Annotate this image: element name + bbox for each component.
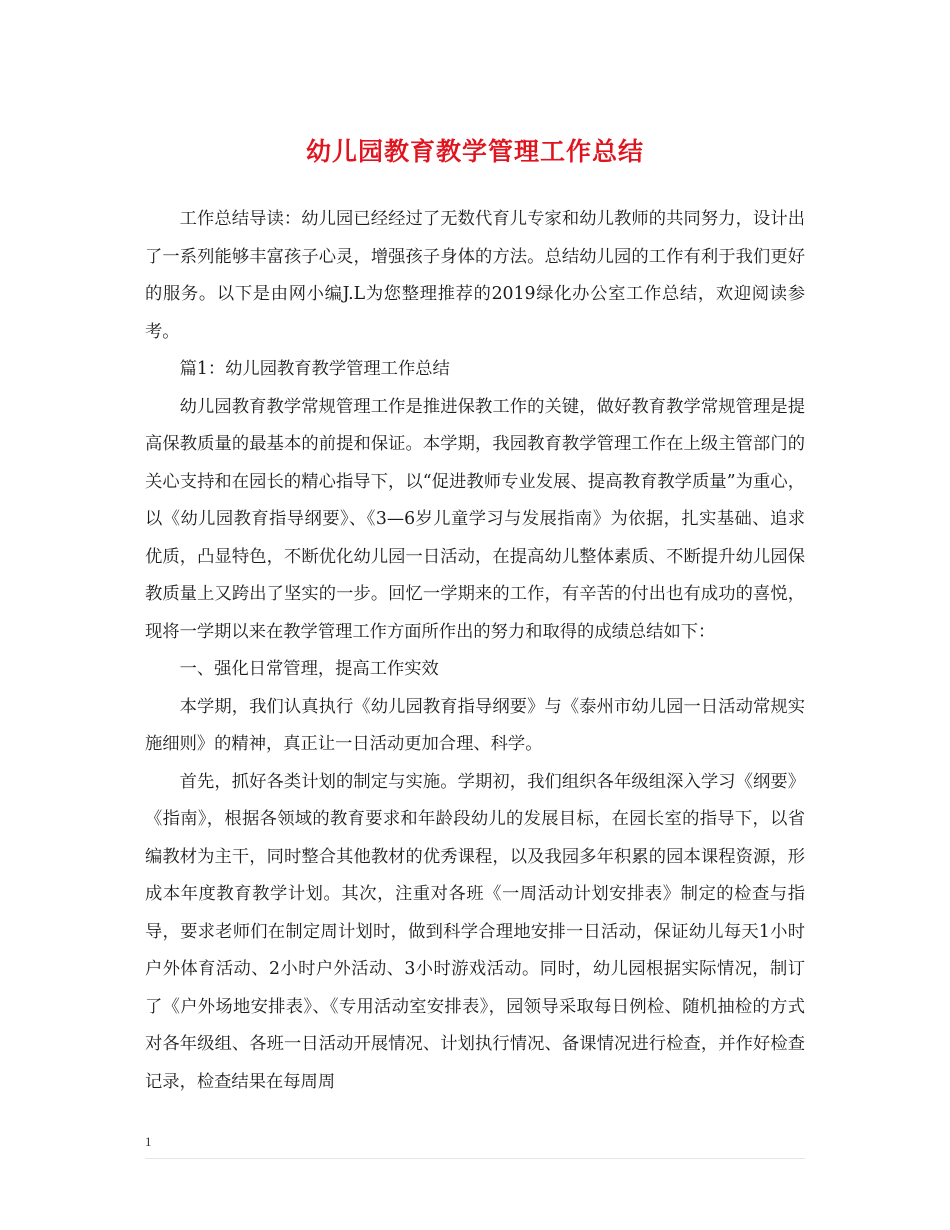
paragraph-plans: 首先，抓好各类计划的制定与实施。学期初，我们组织各年级组深入学习《纲要》《指南》，根据各领域的教育要求和年龄段幼儿的发展目标，在园长室的指导下，以省编教材为主干，同时整合其他教材的优秀课程，以及我园多年积累的园本课程资源，形成本年度教育教学计划。其次，注重对各班《一周活动计划安排表》制定的检查与指导，要求老师们在制定周计划时，做到科学合理地安排一日活动，保证幼儿每天1小时户外体育活动、2小时户外活动、3小时游戏活动。同时，幼儿园根据实际情况，制订了《户外场地安排表》、《专用活动室安排表》，园领导采取每日例检、随机抽检的方式对各年级组、各班一日活动开展情况、计划执行情况、备课情况进行检查，并作好检查记录，检查结果在每周周 [145, 771, 805, 1092]
document-body [145, 201, 805, 1101]
paragraph-section-heading: 篇1：幼儿园教育教学管理工作总结 [179, 359, 450, 379]
page-number: 1 [145, 1134, 152, 1149]
footer-divider [145, 1158, 805, 1159]
paragraph-semester: 本学期，我们认真执行《幼儿园教育指导纲要》与《泰州市幼儿园一日活动常规实施细则》的精神，真正让一日活动更加合理、科学。 [145, 696, 805, 754]
paragraph-intro: 工作总结导读：幼儿园已经经过了无数代育儿专家和幼儿教师的共同努力，设计出了一系列能够丰富孩子心灵，增强孩子身体的方法。总结幼儿园的工作有利于我们更好的服务。以下是由网小编J.L为您整理推荐的2019绿化办公室工作总结，欢迎阅读参考。 [145, 209, 805, 342]
paragraph-overview: 幼儿园教育教学常规管理工作是推进保教工作的关键，做好教育教学常规管理是提高保教质量的最基本的前提和保证。本学期，我园教育教学管理工作在上级主管部门的关心支持和在园长的精心指导下，以“促进教师专业发展、提高教育教学质量”为重心，以《幼儿园教育指导纲要》、《3—6岁儿童学习与发展指南》为依据，扎实基础、追求优质，凸显特色，不断优化幼儿园一日活动，在提高幼儿整体素质、不断提升幼儿园保教质量上又跨出了坚实的一步。回忆一学期来的工作，有辛苦的付出也有成功的喜悦，现将一学期以来在教学管理工作方面所作出的努力和取得的成绩总结如下： [145, 396, 805, 642]
paragraph-subheading: 一、强化日常管理，提高工作实效 [179, 659, 439, 679]
document-title: 幼儿园教育教学管理工作总结 [305, 137, 644, 166]
